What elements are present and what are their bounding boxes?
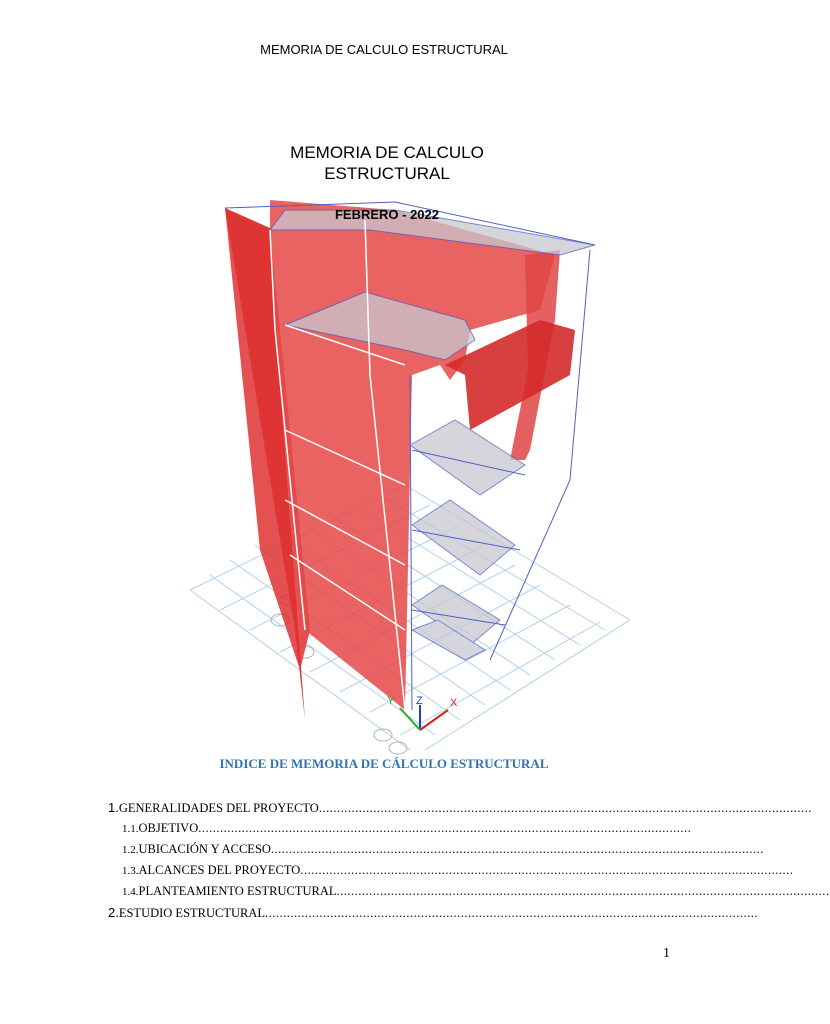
toc-leader-dots: ........................................................................................................................................: [270, 842, 764, 856]
cover-title-line-2: ESTRUCTURAL: [324, 164, 450, 183]
toc-entry-label: ESTUDIO ESTRUCTURAL: [118, 906, 266, 920]
index-heading: INDICE DE MEMORIA DE CÁLCULO ESTRUCTURAL: [219, 756, 549, 771]
toc-entry[interactable]: [108, 821, 692, 842]
toc-entry-number: 1.2.: [122, 844, 139, 856]
toc-entry[interactable]: [108, 863, 794, 884]
ground-grid: [190, 485, 630, 750]
toc-entry-number: 1.: [108, 800, 119, 815]
cover-title-line-1: MEMORIA DE CALCULO: [290, 143, 484, 162]
toc-entry-label: ALCANCES DEL PROYECTO: [138, 863, 301, 877]
toc-entry-number: 2.: [108, 905, 119, 920]
toc-entry-label: GENERALIDADES DEL PROYECTO: [118, 801, 319, 815]
axis-label-y: Y: [387, 695, 395, 707]
toc-entry-label: UBICACIÓN Y ACCESO: [138, 842, 271, 856]
toc-entry-number: 1.4.: [122, 886, 139, 898]
page-number: 1: [663, 946, 670, 961]
toc-entry-number: 1.3.: [122, 865, 139, 877]
toc-leader-dots: ........................................................................................................................................: [336, 884, 830, 898]
cover-date: FEBRERO - 2022: [334, 207, 440, 222]
page-header-title: MEMORIA DE CALCULO ESTRUCTURAL: [260, 42, 508, 57]
toc-leader-dots: ........................................................................................................................................: [265, 906, 759, 920]
toc-leader-dots: ........................................................................................................................................: [318, 801, 812, 815]
toc-entry-number: 1.1.: [122, 823, 139, 835]
toc-entry-label: PLANTEAMIENTO ESTRUCTURAL: [138, 884, 337, 898]
toc-entry[interactable]: [108, 842, 764, 863]
table-of-contents: [108, 800, 830, 926]
toc-entry[interactable]: [108, 800, 812, 821]
toc-leader-dots: ........................................................................................................................................: [300, 863, 794, 877]
toc-leader-dots: ........................................................................................................................................: [198, 821, 692, 835]
toc-entry[interactable]: [108, 905, 759, 926]
structural-model-figure: [180, 190, 640, 760]
toc-entry[interactable]: [108, 884, 830, 905]
cover-title: [234, 142, 540, 184]
toc-entry-label: OBJETIVO: [138, 821, 199, 835]
axis-label-x: X: [450, 697, 458, 709]
axis-label-z: Z: [416, 695, 423, 707]
